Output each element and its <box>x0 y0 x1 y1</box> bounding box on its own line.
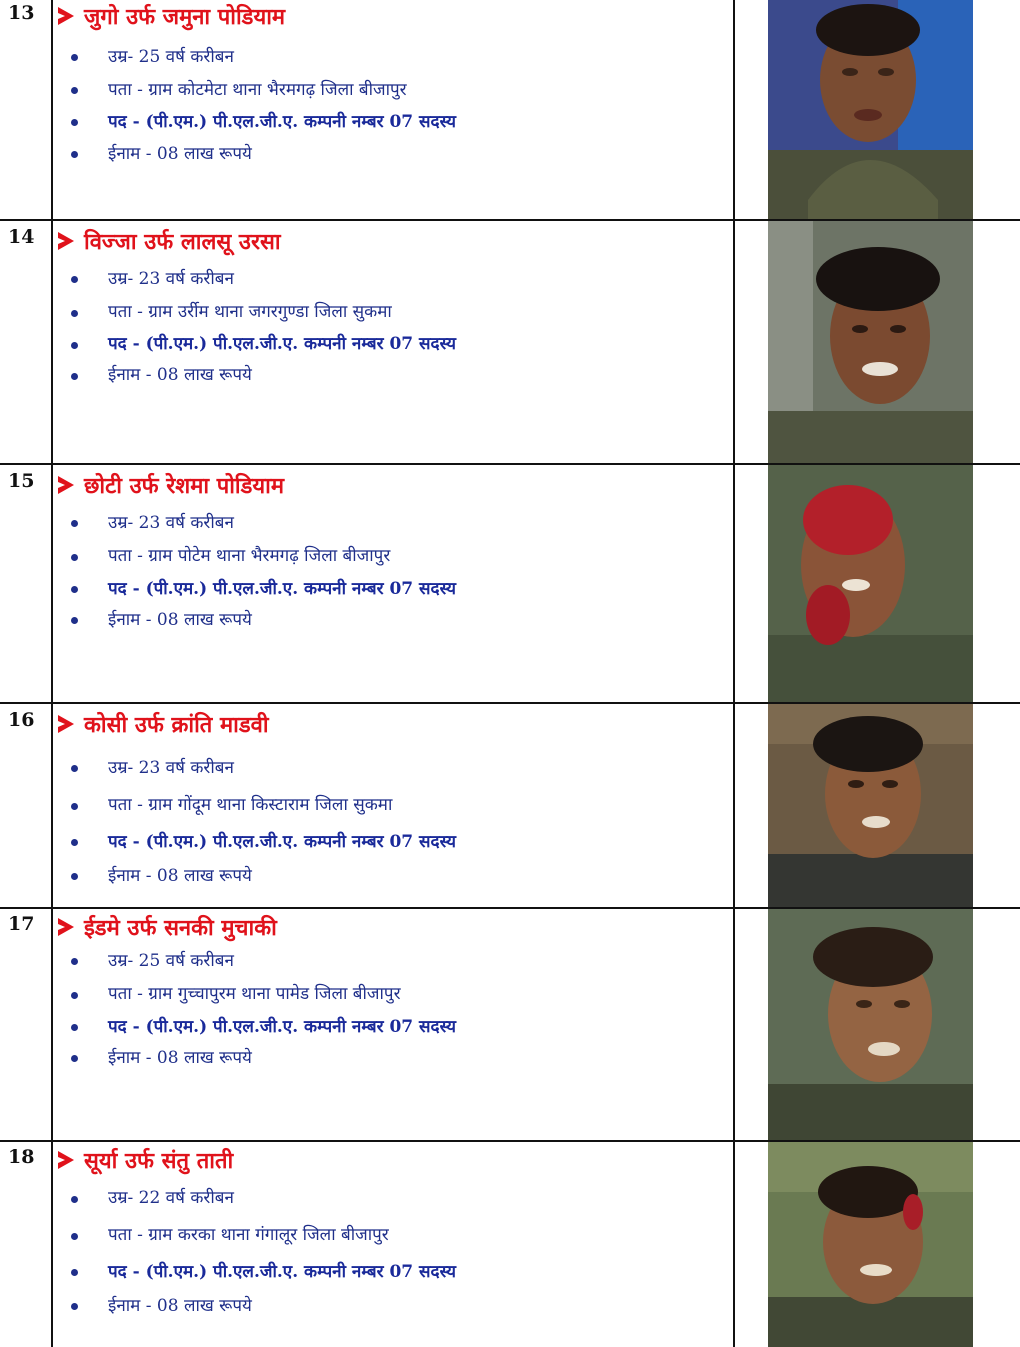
column-divider <box>733 1142 735 1347</box>
record-number: 13 <box>8 2 35 24</box>
post-item: पद - (पी.एम.) पी.एल.जी.ए. कम्पनी नम्बर 07 सदस्य <box>58 1011 720 1043</box>
record-row-17 <box>0 909 1020 1142</box>
record-name <box>58 226 720 256</box>
record-details <box>58 709 720 892</box>
address-item: पता - ग्राम पोटेम थाना भैरमगढ़ जिला बीजापुर <box>58 540 720 573</box>
column-divider <box>51 0 53 221</box>
reward-item: ईनाम - 08 लाख रूपये <box>58 360 720 391</box>
record-details <box>58 912 720 1073</box>
name-text: विज्जा उर्फ लालसू उरसा <box>84 229 281 255</box>
record-details <box>58 1 720 170</box>
arrow-right-icon <box>58 7 74 25</box>
record-number: 16 <box>8 709 35 731</box>
detail-list <box>58 40 720 170</box>
reward-item: ईनाम - 08 लाख रूपये <box>58 1043 720 1073</box>
name-text: ईडमे उर्फ सनकी मुचाकी <box>84 915 277 941</box>
column-divider <box>733 221 735 465</box>
address-item: पता - ग्राम गोंदूम थाना किस्टाराम जिला सुकमा <box>58 787 720 824</box>
arrow-right-icon <box>58 715 74 733</box>
age-item: उम्र- 22 वर्ष करीबन <box>58 1180 720 1217</box>
post-item: पद - (पी.एम.) पी.एल.जी.ए. कम्पनी नम्बर 07 सदस्य <box>58 106 720 138</box>
record-number: 15 <box>8 470 35 492</box>
arrow-right-icon <box>58 476 74 494</box>
reward-item: ईनाम - 08 लाख रूपये <box>58 605 720 635</box>
address-item: पता - ग्राम कोटमेटा थाना भैरमगढ़ जिला बीजापुर <box>58 74 720 106</box>
column-divider <box>733 704 735 909</box>
record-name <box>58 1145 720 1175</box>
record-details <box>58 1145 720 1322</box>
record-photo <box>768 1142 973 1347</box>
name-text: जुगो उर्फ जमुना पोडियाम <box>84 4 286 30</box>
record-photo <box>768 221 973 463</box>
age-item: उम्र- 23 वर्ष करीबन <box>58 506 720 540</box>
column-divider <box>51 465 53 704</box>
age-item: उम्र- 25 वर्ष करीबन <box>58 944 720 978</box>
arrow-right-icon <box>58 1151 74 1169</box>
record-details <box>58 226 720 391</box>
record-photo <box>768 909 973 1140</box>
arrow-right-icon <box>58 918 74 936</box>
age-item: उम्र- 23 वर्ष करीबन <box>58 749 720 787</box>
column-divider <box>733 465 735 704</box>
record-row-14 <box>0 221 1020 465</box>
age-item: उम्र- 23 वर्ष करीबन <box>58 262 720 296</box>
address-item: पता - ग्राम करका थाना गंगालूर जिला बीजापुर <box>58 1217 720 1254</box>
record-row-18 <box>0 1142 1020 1347</box>
detail-list <box>58 506 720 635</box>
column-divider <box>51 704 53 909</box>
record-name <box>58 912 720 942</box>
record-row-13 <box>0 0 1020 221</box>
post-item: पद - (पी.एम.) पी.एल.जी.ए. कम्पनी नम्बर 07 सदस्य <box>58 1254 720 1290</box>
record-photo <box>768 465 973 702</box>
detail-list <box>58 1180 720 1322</box>
post-item: पद - (पी.एम.) पी.एल.जी.ए. कम्पनी नम्बर 07 सदस्य <box>58 329 720 360</box>
record-photo <box>768 0 973 219</box>
detail-list <box>58 944 720 1073</box>
column-divider <box>733 0 735 221</box>
record-name <box>58 470 720 500</box>
record-details <box>58 470 720 635</box>
record-number: 17 <box>8 913 35 935</box>
reward-item: ईनाम - 08 लाख रूपये <box>58 860 720 892</box>
column-divider <box>51 221 53 465</box>
name-text: सूर्या उर्फ संतु ताती <box>84 1148 234 1174</box>
name-text: छोटी उर्फ रेशमा पोडियाम <box>84 473 284 499</box>
column-divider <box>733 909 735 1142</box>
post-item: पद - (पी.एम.) पी.एल.जी.ए. कम्पनी नम्बर 07 सदस्य <box>58 824 720 860</box>
record-photo <box>768 704 973 907</box>
record-name <box>58 709 720 739</box>
record-number: 18 <box>8 1146 35 1168</box>
record-name <box>58 1 720 31</box>
reward-item: ईनाम - 08 लाख रूपये <box>58 138 720 170</box>
address-item: पता - ग्राम उर्रीम थाना जगरगुण्डा जिला सुकमा <box>58 296 720 329</box>
post-item: पद - (पी.एम.) पी.एल.जी.ए. कम्पनी नम्बर 07 सदस्य <box>58 573 720 605</box>
detail-list <box>58 262 720 391</box>
age-item: उम्र- 25 वर्ष करीबन <box>58 40 720 74</box>
column-divider <box>51 1142 53 1347</box>
name-text: कोसी उर्फ क्रांति माडवी <box>84 712 269 738</box>
record-row-15 <box>0 465 1020 704</box>
address-item: पता - ग्राम गुच्चापुरम थाना पामेड जिला बीजापुर <box>58 978 720 1011</box>
column-divider <box>51 909 53 1142</box>
record-row-16 <box>0 704 1020 909</box>
reward-item: ईनाम - 08 लाख रूपये <box>58 1290 720 1322</box>
record-number: 14 <box>8 226 35 248</box>
arrow-right-icon <box>58 232 74 250</box>
detail-list <box>58 749 720 892</box>
